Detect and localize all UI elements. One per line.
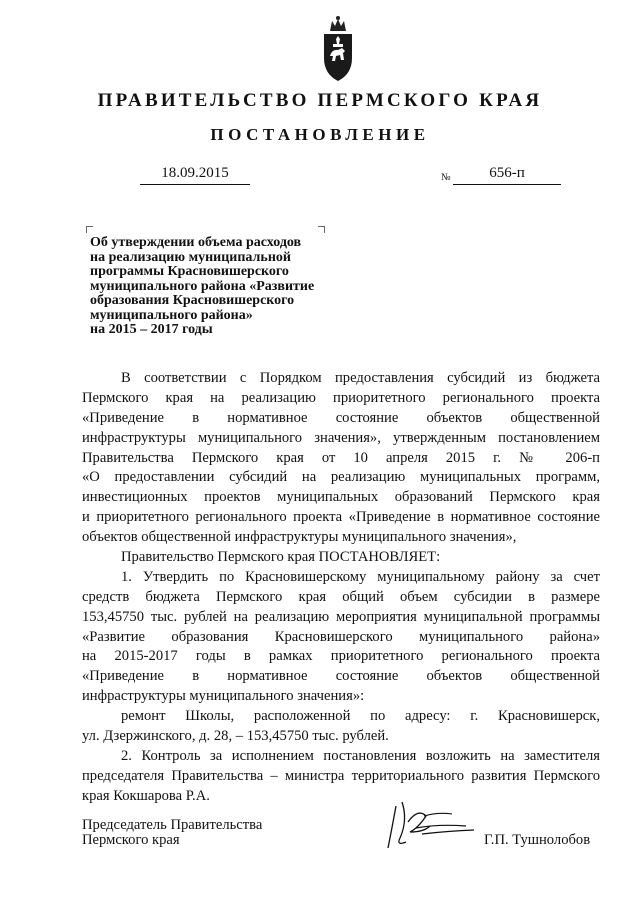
number-sign: №: [441, 172, 451, 183]
signer-position-line: Пермского края: [82, 832, 180, 848]
subject-corner-right: [318, 226, 325, 233]
body-line: председателя Правительства – министра территориального развития Пермского: [82, 767, 600, 784]
body-line: «Приведение в нормативное состояние объектов общественной: [82, 668, 600, 685]
body-line: ул. Дзержинского, д. 28, – 153,45750 тыс. рублей.: [82, 728, 389, 745]
body-line: инфраструктуры муниципального значения», утвержденным постановлением: [82, 429, 600, 446]
subject-line: муниципального района»: [90, 307, 253, 323]
subject-line: программы Красновишерского: [90, 264, 289, 279]
government-title: ПРАВИТЕЛЬСТВО ПЕРМСКОГО КРАЯ: [97, 90, 543, 111]
document-date: 18.09.2015: [140, 165, 250, 185]
document-number: 656-п: [453, 165, 561, 185]
body-line: Пермского края на реализацию приоритетного регионального проекта: [82, 389, 600, 406]
body-line: Правительства Пермского края от 10 апреля 2015 г. № 206-п: [82, 449, 600, 466]
document-type: ПОСТАНОВЛЕНИЕ: [210, 125, 430, 144]
body-line: 2. Контроль за исполнением постановления возложить на заместителя: [121, 747, 600, 764]
body-line: «О предоставлении субсидий на реализацию муниципальных программ,: [82, 469, 600, 486]
signer-position: [82, 818, 262, 848]
body-line: «Приведение в нормативное состояние объектов общественной: [82, 409, 600, 426]
body-line: на 2015-2017 годы в рамках приоритетного регионального проекта: [82, 648, 600, 665]
body-line: средств бюджета Пермского края общий объем субсидии в размере: [82, 588, 600, 605]
body-line: Правительство Пермского края ПОСТАНОВЛЯЕТ:: [121, 549, 441, 566]
subject-line: Об утверждении объема расходов: [90, 235, 302, 250]
subject-line: на 2015 – 2017 годы: [90, 322, 213, 337]
body-line: «Развитие образования Красновишерского муниципального района»: [82, 628, 600, 645]
body-line: В соответствии с Порядком предоставления субсидий из бюджета: [121, 370, 600, 386]
body-line: инвестиционных проектов муниципальных образований Пермского края: [82, 489, 600, 506]
document-body: [82, 369, 600, 807]
signer-position-line: Председатель Правительства: [82, 817, 263, 833]
body-line: 1. Утвердить по Красновишерскому муниципальному району за счет: [121, 568, 600, 585]
subject-line: муниципального района «Развитие: [90, 278, 315, 294]
coat-of-arms-icon: [318, 14, 358, 84]
body-line: инфраструктуры муниципального значения»:: [82, 688, 365, 705]
body-line: объектов общественной инфраструктуры муниципального значения»,: [82, 529, 517, 546]
document-subject: [90, 236, 350, 338]
subject-corner-left: [86, 226, 93, 233]
body-line: 153,45750 тыс. рублей на реализацию мероприятия муниципальной программы: [82, 608, 600, 625]
subject-line: образования Красновишерского: [90, 293, 295, 308]
signer-name: Г.П. Тушнолобов: [484, 832, 591, 848]
body-line: ремонт Школы, расположенной по адресу: г. Красновишерск,: [121, 708, 600, 725]
subject-line: на реализацию муниципальной: [90, 249, 291, 265]
body-line: края Кокшарова Р.А.: [82, 787, 210, 804]
handwritten-signature: [378, 798, 478, 854]
body-line: и приоритетного регионального проекта «Приведение в нормативное состояние: [82, 509, 600, 526]
